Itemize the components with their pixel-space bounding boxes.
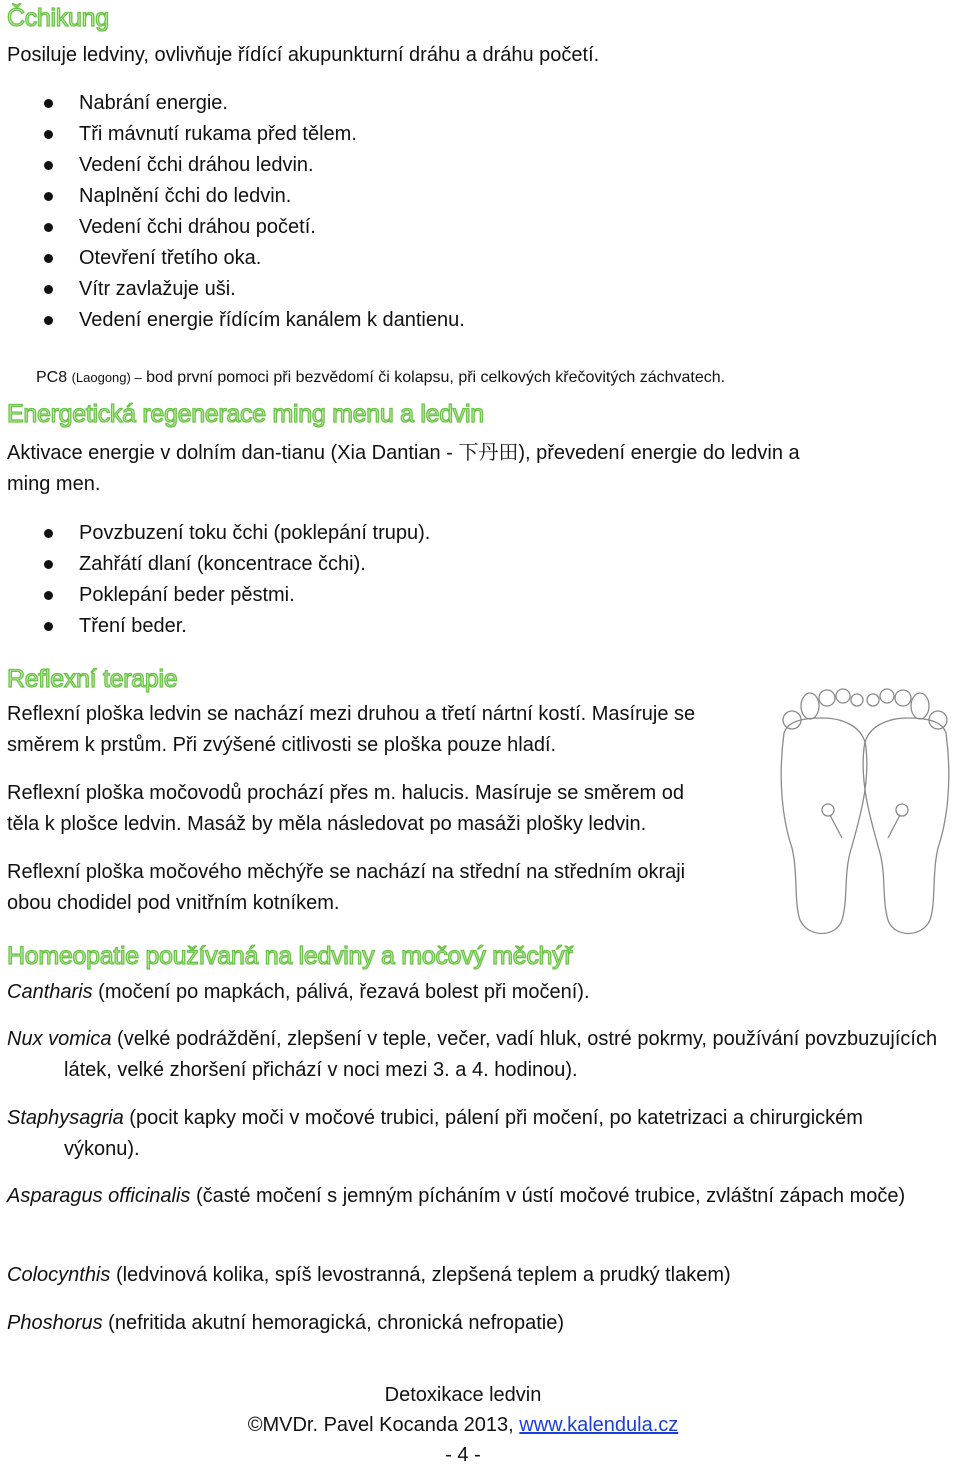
remedy-colocynthis: Colocynthis (ledvinová kolika, spíš levostranná, zlepšená teplem a prudký tlakem): [7, 1264, 731, 1286]
footer-page-number: - 4 -: [445, 1444, 481, 1466]
kidney-reflex-points: [822, 804, 908, 838]
paragraph-regenerace-line1: Aktivace energie v dolním dan-tianu (Xia Dantian - 下丹田), převedení energie do ledvin a: [7, 442, 800, 464]
bullet-icon: [44, 223, 53, 232]
footer-website-link[interactable]: www.kalendula.cz: [519, 1414, 679, 1436]
remedy-name: Phoshorus: [7, 1312, 103, 1334]
list-item: Povzbuzení toku čchi (poklepání trupu).: [0, 518, 430, 549]
heading-reflexni-terapie: Reflexní terapie: [7, 665, 178, 693]
remedy-name: Colocynthis: [7, 1264, 111, 1286]
bullet-icon: [44, 161, 53, 170]
remedy-name: Nux vomica: [7, 1028, 112, 1050]
remedy-phoshorus: Phoshorus (nefritida akutní hemoragická, chronická nefropatie): [7, 1312, 564, 1334]
paragraph-cchikung-intro: Posiluje ledviny, ovlivňuje řídící akupunkturní dráhu a dráhu početí.: [7, 44, 600, 66]
list-item: Poklepání beder pěstmi.: [0, 580, 430, 611]
list-item: Tření beder.: [0, 611, 430, 642]
bullet-icon: [44, 622, 53, 631]
paragraph-reflex2-line2: těla k plošce ledvin. Masáž by měla následovat po masáži plošky ledvin.: [7, 813, 647, 835]
bullet-icon: [44, 192, 53, 201]
bullet-icon: [44, 316, 53, 325]
bullet-icon: [44, 99, 53, 108]
heading-homeopatie: Homeopatie používaná na ledviny a močový měchýř: [7, 942, 573, 970]
list-item: Vedení čchi dráhou ledvin.: [0, 150, 465, 181]
bullet-icon: [44, 130, 53, 139]
bullet-list-regenerace: [0, 518, 430, 642]
bullet-icon: [44, 254, 53, 263]
list-item: Otevření třetího oka.: [0, 243, 465, 274]
heading-cchikung: Čchikung: [7, 4, 109, 32]
remedy-name: Asparagus officinalis: [7, 1185, 191, 1207]
pc8-name: (Laogong) –: [71, 370, 142, 385]
pc8-text: bod první pomoci při bezvědomí či kolapsu, při celkových křečovitých záchvatech.: [146, 369, 726, 386]
bullet-icon: [44, 591, 53, 600]
remedy-asparagus: Asparagus officinalis (časté močení s jemným pícháním v ústí močové trubice, zvláštní zápach moče): [7, 1185, 906, 1207]
paragraph-reflex3-line1: Reflexní ploška močového měchýře se nachází na střední na středním okraji: [7, 861, 686, 883]
list-item: Vedení čchi dráhou početí.: [0, 212, 465, 243]
footer-copyright: ©MVDr. Pavel Kocanda 2013, www.kalendula.cz: [247, 1414, 679, 1436]
list-item: Naplnění čchi do ledvin.: [0, 181, 465, 212]
left-foot-outline: [781, 689, 867, 934]
bullet-list-cchikung: [0, 88, 465, 336]
remedy-staphysagria: Staphysagria (pocit kapky moči v močové trubici, pálení při močení, po katetrizaci a chirurgickém výkonu).: [7, 1107, 863, 1160]
list-item: Vítr zavlažuje uši.: [0, 274, 465, 305]
list-item: Zahřátí dlaní (koncentrace čchi).: [0, 549, 430, 580]
foot-reflexology-illustration: [772, 688, 958, 938]
list-item: Tři mávnutí rukama před tělem.: [0, 119, 465, 150]
footer-title: Detoxikace ledvin: [384, 1384, 542, 1406]
remedy-name: Cantharis: [7, 981, 93, 1003]
heading-energeticka-regenerace: Energetická regenerace ming menu a ledvin: [7, 400, 484, 428]
paragraph-reflex1-line1: Reflexní ploška ledvin se nachází mezi druhou a třetí nártní kostí. Masíruje se: [7, 703, 696, 725]
paragraph-reflex2-line1: Reflexní ploška močovodů prochází přes m. halucis. Masíruje se směrem od: [7, 782, 684, 804]
pc8-code: PC8: [36, 369, 68, 386]
remedy-name: Staphysagria: [7, 1107, 124, 1129]
paragraph-reflex1-line2: směrem k prstům. Při zvýšené citlivosti se ploška pouze hladí.: [7, 734, 557, 756]
right-foot-outline: [863, 689, 949, 934]
bullet-icon: [44, 529, 53, 538]
pc8-note: [36, 369, 725, 387]
list-item: Nabrání energie.: [0, 88, 465, 119]
paragraph-regenerace-line2: ming men.: [7, 473, 101, 495]
remedy-nux-vomica: Nux vomica (velké podráždění, zlepšení v teple, večer, vadí hluk, ostré pokrmy, používání povzbuzujících látek, velké zhoršení přichází v noci mezi 3. a 4. hodinou).: [7, 1028, 938, 1081]
remedy-cantharis: Cantharis (močení po mapkách, pálivá, řezavá bolest při močení).: [7, 981, 590, 1003]
paragraph-reflex3-line2: obou chodidel pod vnitřním kotníkem.: [7, 892, 340, 914]
bullet-icon: [44, 285, 53, 294]
list-item: Vedení energie řídícím kanálem k dantienu.: [0, 305, 465, 336]
bullet-icon: [44, 560, 53, 569]
